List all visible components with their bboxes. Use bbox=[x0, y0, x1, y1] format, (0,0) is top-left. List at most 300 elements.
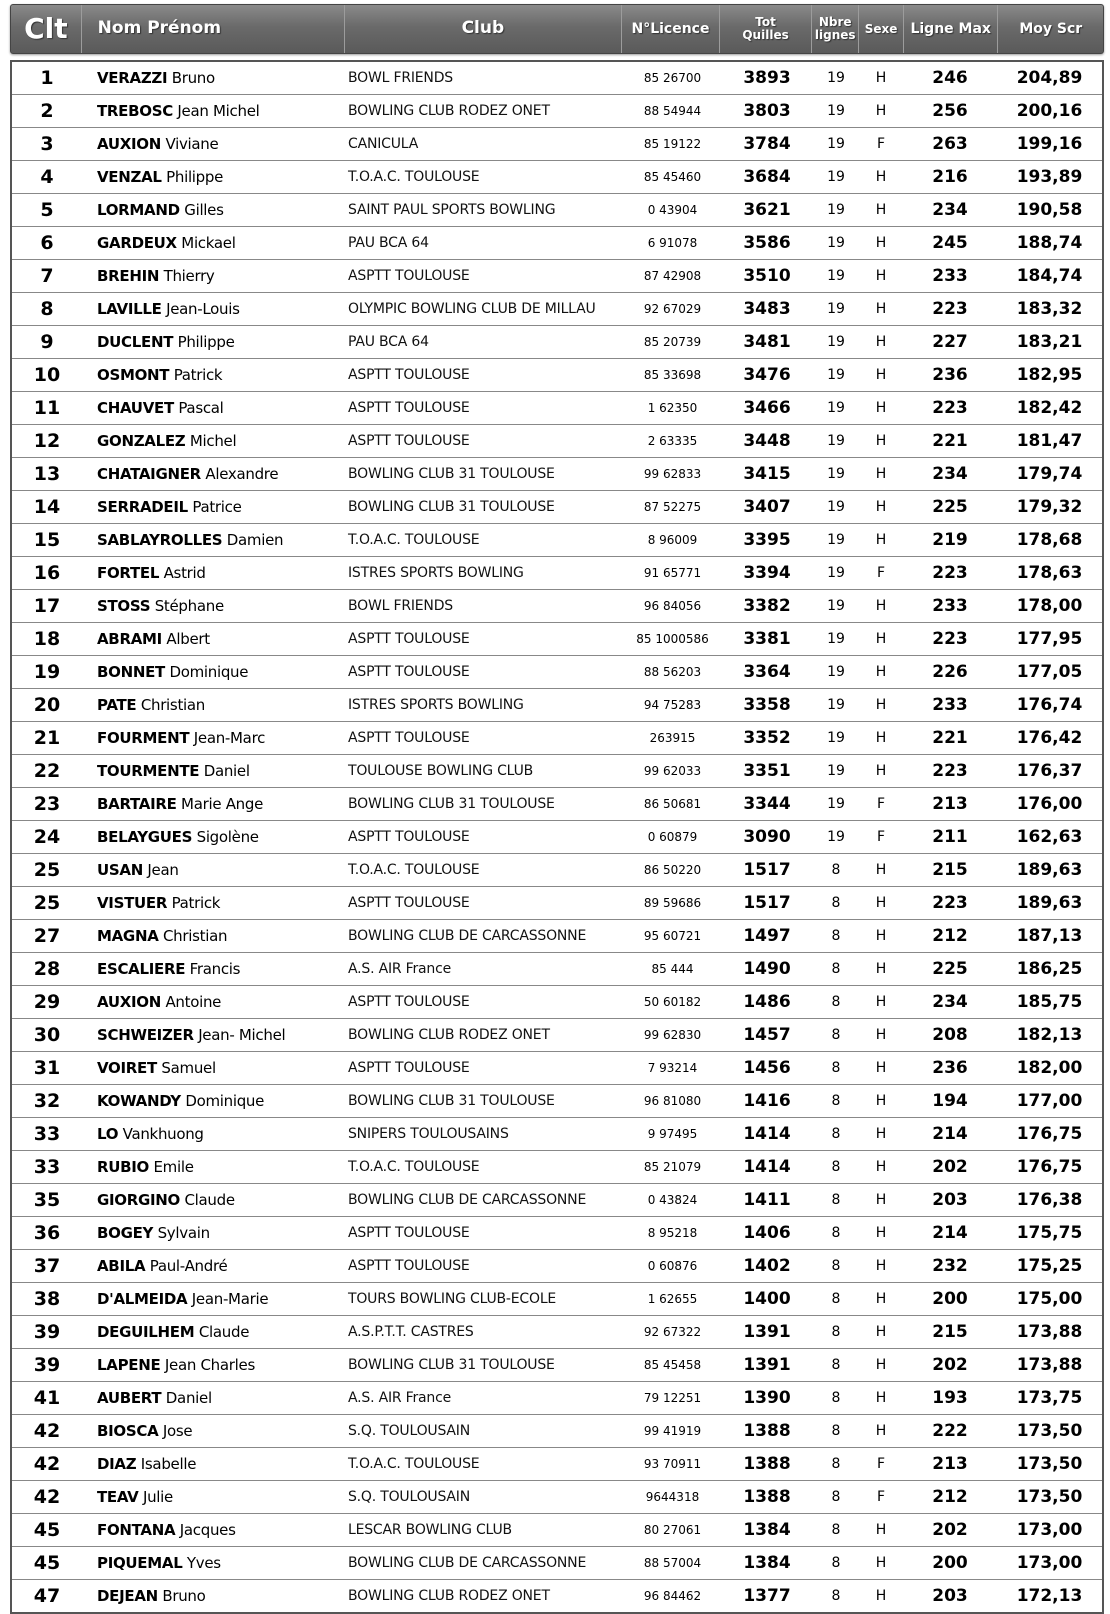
high-game-cell: 223 bbox=[932, 299, 968, 319]
table-header bbox=[10, 4, 1104, 54]
high-game-cell: 203 bbox=[932, 1586, 968, 1606]
club-cell: ASPTT TOULOUSE bbox=[348, 895, 470, 911]
first-name: Christian bbox=[162, 927, 228, 945]
table-row bbox=[12, 260, 1102, 293]
first-name: Bruno bbox=[171, 69, 215, 87]
name-cell bbox=[82, 1356, 346, 1374]
sex-cell: H bbox=[875, 433, 887, 449]
sex-cell: H bbox=[875, 697, 887, 713]
high-game-cell: 193 bbox=[932, 1388, 968, 1408]
rank-cell: 22 bbox=[33, 760, 61, 782]
total-pins-cell: 3344 bbox=[743, 794, 791, 814]
total-pins-cell: 1457 bbox=[743, 1025, 791, 1045]
total-pins-cell: 1388 bbox=[743, 1454, 791, 1474]
sex-cell: H bbox=[875, 631, 887, 647]
games-count-cell: 19 bbox=[827, 499, 845, 515]
games-count-cell: 8 bbox=[831, 961, 841, 977]
average-cell: 189,63 bbox=[1016, 860, 1083, 880]
high-game-cell: 263 bbox=[932, 134, 968, 154]
last-name: VENZAL bbox=[97, 168, 162, 186]
name-cell bbox=[82, 993, 346, 1011]
sex-cell: F bbox=[876, 796, 886, 812]
high-game-cell: 223 bbox=[932, 893, 968, 913]
licence-cell: 87 52275 bbox=[643, 500, 702, 514]
licence-cell: 85 26700 bbox=[643, 71, 702, 85]
licence-cell: 88 56203 bbox=[643, 665, 702, 679]
sex-cell: H bbox=[875, 1159, 887, 1175]
first-name: Vankhuong bbox=[122, 1125, 204, 1143]
club-cell: BOWLING CLUB 31 TOULOUSE bbox=[348, 466, 555, 482]
total-pins-cell: 1377 bbox=[743, 1586, 791, 1606]
high-game-cell: 221 bbox=[932, 728, 968, 748]
average-cell: 176,37 bbox=[1016, 761, 1083, 781]
rank-cell: 19 bbox=[33, 661, 61, 683]
total-pins-cell: 3510 bbox=[743, 266, 791, 286]
average-cell: 175,00 bbox=[1016, 1289, 1083, 1309]
games-count-cell: 8 bbox=[831, 1588, 841, 1604]
rank-cell: 32 bbox=[33, 1090, 61, 1112]
games-count-cell: 19 bbox=[827, 235, 845, 251]
high-game-cell: 211 bbox=[932, 827, 968, 847]
ranking-sheet bbox=[10, 4, 1104, 1614]
average-cell: 200,16 bbox=[1016, 101, 1083, 121]
last-name: PATE bbox=[97, 696, 137, 714]
average-cell: 176,42 bbox=[1016, 728, 1083, 748]
total-pins-cell: 1391 bbox=[743, 1355, 791, 1375]
sex-cell: H bbox=[875, 1423, 887, 1439]
rank-cell: 3 bbox=[40, 133, 54, 155]
total-pins-cell: 1388 bbox=[743, 1421, 791, 1441]
sex-cell: H bbox=[875, 202, 887, 218]
name-cell bbox=[82, 1026, 346, 1044]
sex-cell: H bbox=[875, 1291, 887, 1307]
licence-cell: 89 59686 bbox=[643, 896, 702, 910]
header-nom-prenom: Nom Prénom bbox=[82, 5, 345, 53]
games-count-cell: 8 bbox=[831, 1489, 841, 1505]
games-count-cell: 19 bbox=[827, 466, 845, 482]
table-row bbox=[12, 1052, 1102, 1085]
table-row bbox=[12, 1184, 1102, 1217]
first-name: Pascal bbox=[178, 399, 224, 417]
games-count-cell: 8 bbox=[831, 1555, 841, 1571]
club-cell: ASPTT TOULOUSE bbox=[348, 631, 470, 647]
high-game-cell: 221 bbox=[932, 431, 968, 451]
name-cell bbox=[82, 663, 346, 681]
club-cell: ASPTT TOULOUSE bbox=[348, 367, 470, 383]
name-cell bbox=[82, 1290, 346, 1308]
high-game-cell: 227 bbox=[932, 332, 968, 352]
rank-cell: 12 bbox=[33, 430, 61, 452]
licence-cell: 85 20739 bbox=[643, 335, 702, 349]
licence-cell: 1 62350 bbox=[647, 401, 698, 415]
club-cell: A.S. AIR France bbox=[348, 1390, 452, 1406]
games-count-cell: 8 bbox=[831, 1357, 841, 1373]
sex-cell: H bbox=[875, 1390, 887, 1406]
rank-cell: 6 bbox=[40, 232, 54, 254]
licence-cell: 263915 bbox=[649, 731, 696, 745]
games-count-cell: 8 bbox=[831, 1192, 841, 1208]
club-cell: T.O.A.C. TOULOUSE bbox=[348, 862, 480, 878]
rank-cell: 2 bbox=[40, 100, 54, 122]
table-row bbox=[12, 62, 1102, 95]
club-cell: PAU BCA 64 bbox=[348, 334, 429, 350]
first-name: Sylvain bbox=[157, 1224, 210, 1242]
rank-cell: 13 bbox=[33, 463, 61, 485]
games-count-cell: 19 bbox=[827, 367, 845, 383]
rank-cell: 9 bbox=[40, 331, 54, 353]
total-pins-cell: 1388 bbox=[743, 1487, 791, 1507]
last-name: KOWANDY bbox=[97, 1092, 181, 1110]
club-cell: T.O.A.C. TOULOUSE bbox=[348, 169, 480, 185]
games-count-cell: 19 bbox=[827, 169, 845, 185]
last-name: PIQUEMAL bbox=[97, 1554, 183, 1572]
games-count-cell: 8 bbox=[831, 1225, 841, 1241]
sex-cell: H bbox=[875, 763, 887, 779]
rank-cell: 36 bbox=[33, 1222, 61, 1244]
name-cell bbox=[82, 1059, 346, 1077]
sex-cell: H bbox=[875, 1027, 887, 1043]
licence-cell: 6 91078 bbox=[647, 236, 698, 250]
first-name: Daniel bbox=[203, 762, 250, 780]
rank-cell: 28 bbox=[33, 958, 61, 980]
rank-cell: 45 bbox=[33, 1519, 61, 1541]
first-name: Daniel bbox=[165, 1389, 212, 1407]
sex-cell: H bbox=[875, 961, 887, 977]
average-cell: 173,50 bbox=[1016, 1487, 1083, 1507]
average-cell: 176,75 bbox=[1016, 1157, 1083, 1177]
games-count-cell: 19 bbox=[827, 334, 845, 350]
last-name: TEAV bbox=[97, 1488, 139, 1506]
high-game-cell: 223 bbox=[932, 629, 968, 649]
ranking-table bbox=[10, 60, 1104, 1614]
average-cell: 181,47 bbox=[1016, 431, 1083, 451]
club-cell: BOWL FRIENDS bbox=[348, 598, 453, 614]
high-game-cell: 225 bbox=[932, 959, 968, 979]
club-cell: S.Q. TOULOUSAIN bbox=[348, 1423, 470, 1439]
name-cell bbox=[82, 201, 346, 219]
total-pins-cell: 3351 bbox=[743, 761, 791, 781]
last-name: ABRAMI bbox=[97, 630, 162, 648]
sex-cell: H bbox=[875, 1258, 887, 1274]
high-game-cell: 213 bbox=[932, 1454, 968, 1474]
high-game-cell: 223 bbox=[932, 761, 968, 781]
average-cell: 173,88 bbox=[1016, 1322, 1083, 1342]
last-name: FORTEL bbox=[97, 564, 160, 582]
total-pins-cell: 1416 bbox=[743, 1091, 791, 1111]
average-cell: 177,05 bbox=[1016, 662, 1083, 682]
table-row bbox=[12, 953, 1102, 986]
club-cell: ASPTT TOULOUSE bbox=[348, 433, 470, 449]
total-pins-cell: 1517 bbox=[743, 860, 791, 880]
table-row bbox=[12, 590, 1102, 623]
table-row bbox=[12, 1448, 1102, 1481]
header-tot-quilles: Tot Quilles bbox=[720, 5, 813, 53]
sex-cell: H bbox=[875, 664, 887, 680]
table-row bbox=[12, 623, 1102, 656]
club-cell: BOWLING CLUB 31 TOULOUSE bbox=[348, 1357, 555, 1373]
high-game-cell: 202 bbox=[932, 1355, 968, 1375]
high-game-cell: 214 bbox=[932, 1124, 968, 1144]
average-cell: 189,63 bbox=[1016, 893, 1083, 913]
first-name: Damien bbox=[226, 531, 284, 549]
first-name: Jean-Marc bbox=[193, 729, 266, 747]
average-cell: 199,16 bbox=[1016, 134, 1083, 154]
name-cell bbox=[82, 531, 346, 549]
name-cell bbox=[82, 465, 346, 483]
last-name: TOURMENTE bbox=[97, 762, 200, 780]
club-cell: SNIPERS TOULOUSAINS bbox=[348, 1126, 509, 1142]
licence-cell: 94 75283 bbox=[643, 698, 702, 712]
licence-cell: 87 42908 bbox=[643, 269, 702, 283]
total-pins-cell: 3352 bbox=[743, 728, 791, 748]
sex-cell: H bbox=[875, 1588, 887, 1604]
rank-cell: 39 bbox=[33, 1321, 61, 1343]
club-cell: ISTRES SPORTS BOWLING bbox=[348, 565, 524, 581]
licence-cell: 79 12251 bbox=[643, 1391, 702, 1405]
rank-cell: 42 bbox=[33, 1420, 61, 1442]
total-pins-cell: 1517 bbox=[743, 893, 791, 913]
games-count-cell: 19 bbox=[827, 400, 845, 416]
first-name: Astrid bbox=[163, 564, 206, 582]
last-name: VERAZZI bbox=[97, 69, 168, 87]
table-row bbox=[12, 359, 1102, 392]
total-pins-cell: 3476 bbox=[743, 365, 791, 385]
total-pins-cell: 1411 bbox=[743, 1190, 791, 1210]
average-cell: 172,13 bbox=[1016, 1586, 1083, 1606]
table-row bbox=[12, 1316, 1102, 1349]
sex-cell: H bbox=[875, 334, 887, 350]
last-name: DEGUILHEM bbox=[97, 1323, 195, 1341]
high-game-cell: 232 bbox=[932, 1256, 968, 1276]
high-game-cell: 233 bbox=[932, 266, 968, 286]
name-cell bbox=[82, 69, 346, 87]
sex-cell: H bbox=[875, 1093, 887, 1109]
games-count-cell: 8 bbox=[831, 1093, 841, 1109]
rank-cell: 21 bbox=[33, 727, 61, 749]
sex-cell: F bbox=[876, 1489, 886, 1505]
total-pins-cell: 3893 bbox=[743, 68, 791, 88]
table-row bbox=[12, 1217, 1102, 1250]
games-count-cell: 19 bbox=[827, 268, 845, 284]
first-name: Marie Ange bbox=[181, 795, 264, 813]
rank-cell: 20 bbox=[33, 694, 61, 716]
rank-cell: 8 bbox=[40, 298, 54, 320]
first-name: Philippe bbox=[166, 168, 224, 186]
sex-cell: F bbox=[876, 565, 886, 581]
total-pins-cell: 1497 bbox=[743, 926, 791, 946]
average-cell: 204,89 bbox=[1016, 68, 1083, 88]
first-name: Antoine bbox=[165, 993, 222, 1011]
games-count-cell: 19 bbox=[827, 730, 845, 746]
table-row bbox=[12, 1415, 1102, 1448]
total-pins-cell: 3448 bbox=[743, 431, 791, 451]
table-row bbox=[12, 689, 1102, 722]
table-row bbox=[12, 557, 1102, 590]
club-cell: ASPTT TOULOUSE bbox=[348, 994, 470, 1010]
total-pins-cell: 3803 bbox=[743, 101, 791, 121]
rank-cell: 18 bbox=[33, 628, 61, 650]
average-cell: 182,13 bbox=[1016, 1025, 1083, 1045]
high-game-cell: 234 bbox=[932, 992, 968, 1012]
total-pins-cell: 3466 bbox=[743, 398, 791, 418]
table-row bbox=[12, 887, 1102, 920]
sex-cell: H bbox=[875, 1225, 887, 1241]
average-cell: 178,00 bbox=[1016, 596, 1083, 616]
last-name: D'ALMEIDA bbox=[97, 1290, 188, 1308]
table-row bbox=[12, 920, 1102, 953]
table-row bbox=[12, 491, 1102, 524]
games-count-cell: 19 bbox=[827, 301, 845, 317]
sex-cell: H bbox=[875, 367, 887, 383]
name-cell bbox=[82, 1191, 346, 1209]
table-row bbox=[12, 392, 1102, 425]
club-cell: BOWLING CLUB 31 TOULOUSE bbox=[348, 1093, 555, 1109]
table-row bbox=[12, 524, 1102, 557]
games-count-cell: 8 bbox=[831, 1126, 841, 1142]
high-game-cell: 202 bbox=[932, 1520, 968, 1540]
licence-cell: 88 54944 bbox=[643, 104, 702, 118]
average-cell: 179,74 bbox=[1016, 464, 1083, 484]
licence-cell: 96 84056 bbox=[643, 599, 702, 613]
games-count-cell: 19 bbox=[827, 565, 845, 581]
sex-cell: H bbox=[875, 499, 887, 515]
total-pins-cell: 3684 bbox=[743, 167, 791, 187]
high-game-cell: 234 bbox=[932, 200, 968, 220]
average-cell: 173,50 bbox=[1016, 1454, 1083, 1474]
rank-cell: 15 bbox=[33, 529, 61, 551]
last-name: RUBIO bbox=[97, 1158, 149, 1176]
first-name: Jacques bbox=[179, 1521, 236, 1539]
high-game-cell: 222 bbox=[932, 1421, 968, 1441]
average-cell: 175,75 bbox=[1016, 1223, 1083, 1243]
name-cell bbox=[82, 729, 346, 747]
licence-cell: 93 70911 bbox=[643, 1457, 702, 1471]
sex-cell: H bbox=[875, 1522, 887, 1538]
rank-cell: 47 bbox=[33, 1585, 61, 1607]
rank-cell: 16 bbox=[33, 562, 61, 584]
sex-cell: F bbox=[876, 1456, 886, 1472]
first-name: Isabelle bbox=[140, 1455, 197, 1473]
licence-cell: 8 95218 bbox=[647, 1226, 698, 1240]
table-row bbox=[12, 854, 1102, 887]
average-cell: 176,38 bbox=[1016, 1190, 1083, 1210]
sex-cell: F bbox=[876, 829, 886, 845]
club-cell: T.O.A.C. TOULOUSE bbox=[348, 1456, 480, 1472]
games-count-cell: 19 bbox=[827, 829, 845, 845]
games-count-cell: 8 bbox=[831, 1324, 841, 1340]
games-count-cell: 8 bbox=[831, 1456, 841, 1472]
table-row bbox=[12, 656, 1102, 689]
rank-cell: 30 bbox=[33, 1024, 61, 1046]
licence-cell: 85 19122 bbox=[643, 137, 702, 151]
name-cell bbox=[82, 861, 346, 879]
table-row bbox=[12, 1547, 1102, 1580]
last-name: SERRADEIL bbox=[97, 498, 188, 516]
games-count-cell: 8 bbox=[831, 1060, 841, 1076]
average-cell: 176,00 bbox=[1016, 794, 1083, 814]
licence-cell: 0 60876 bbox=[647, 1259, 698, 1273]
first-name: Dominique bbox=[169, 663, 249, 681]
high-game-cell: 200 bbox=[932, 1289, 968, 1309]
club-cell: ISTRES SPORTS BOWLING bbox=[348, 697, 524, 713]
average-cell: 176,75 bbox=[1016, 1124, 1083, 1144]
average-cell: 183,21 bbox=[1016, 332, 1083, 352]
total-pins-cell: 1414 bbox=[743, 1157, 791, 1177]
last-name: USAN bbox=[97, 861, 143, 879]
average-cell: 173,50 bbox=[1016, 1421, 1083, 1441]
name-cell bbox=[82, 135, 346, 153]
total-pins-cell: 3090 bbox=[743, 827, 791, 847]
rank-cell: 37 bbox=[33, 1255, 61, 1277]
name-cell bbox=[82, 1422, 346, 1440]
high-game-cell: 223 bbox=[932, 563, 968, 583]
first-name: Dominique bbox=[185, 1092, 265, 1110]
average-cell: 179,32 bbox=[1016, 497, 1083, 517]
club-cell: A.S.P.T.T. CASTRES bbox=[348, 1324, 474, 1340]
games-count-cell: 19 bbox=[827, 697, 845, 713]
name-cell bbox=[82, 762, 346, 780]
average-cell: 178,63 bbox=[1016, 563, 1083, 583]
high-game-cell: 256 bbox=[932, 101, 968, 121]
last-name: LAVILLE bbox=[97, 300, 162, 318]
total-pins-cell: 1406 bbox=[743, 1223, 791, 1243]
games-count-cell: 8 bbox=[831, 895, 841, 911]
first-name: Jean bbox=[147, 861, 179, 879]
header-sexe: Sexe bbox=[859, 5, 904, 53]
rank-cell: 45 bbox=[33, 1552, 61, 1574]
name-cell bbox=[82, 1554, 346, 1572]
total-pins-cell: 3394 bbox=[743, 563, 791, 583]
sex-cell: H bbox=[875, 928, 887, 944]
total-pins-cell: 3395 bbox=[743, 530, 791, 550]
games-count-cell: 8 bbox=[831, 928, 841, 944]
sex-cell: H bbox=[875, 1324, 887, 1340]
club-cell: BOWLING CLUB RODEZ ONET bbox=[348, 1027, 550, 1043]
rank-cell: 35 bbox=[33, 1189, 61, 1211]
high-game-cell: 202 bbox=[932, 1157, 968, 1177]
rank-cell: 42 bbox=[33, 1453, 61, 1475]
table-row bbox=[12, 1382, 1102, 1415]
last-name: AUBERT bbox=[97, 1389, 162, 1407]
total-pins-cell: 1391 bbox=[743, 1322, 791, 1342]
table-row bbox=[12, 227, 1102, 260]
rank-cell: 24 bbox=[33, 826, 61, 848]
first-name: Claude bbox=[198, 1323, 250, 1341]
sex-cell: H bbox=[875, 1192, 887, 1208]
games-count-cell: 19 bbox=[827, 532, 845, 548]
licence-cell: 9 97495 bbox=[647, 1127, 698, 1141]
last-name: VOIRET bbox=[97, 1059, 157, 1077]
table-row bbox=[12, 986, 1102, 1019]
total-pins-cell: 3415 bbox=[743, 464, 791, 484]
first-name: Michel bbox=[189, 432, 237, 450]
last-name: AUXION bbox=[97, 135, 161, 153]
total-pins-cell: 3784 bbox=[743, 134, 791, 154]
name-cell bbox=[82, 1092, 346, 1110]
last-name: LORMAND bbox=[97, 201, 180, 219]
sex-cell: H bbox=[875, 598, 887, 614]
last-name: GIORGINO bbox=[97, 1191, 180, 1209]
club-cell: BOWLING CLUB DE CARCASSONNE bbox=[348, 1192, 587, 1208]
last-name: BARTAIRE bbox=[97, 795, 177, 813]
first-name: Viviane bbox=[165, 135, 219, 153]
club-cell: BOWLING CLUB DE CARCASSONNE bbox=[348, 1555, 587, 1571]
sex-cell: H bbox=[875, 532, 887, 548]
licence-cell: 2 63335 bbox=[647, 434, 698, 448]
club-cell: BOWLING CLUB RODEZ ONET bbox=[348, 1588, 550, 1604]
high-game-cell: 212 bbox=[932, 1487, 968, 1507]
sex-cell: H bbox=[875, 1126, 887, 1142]
